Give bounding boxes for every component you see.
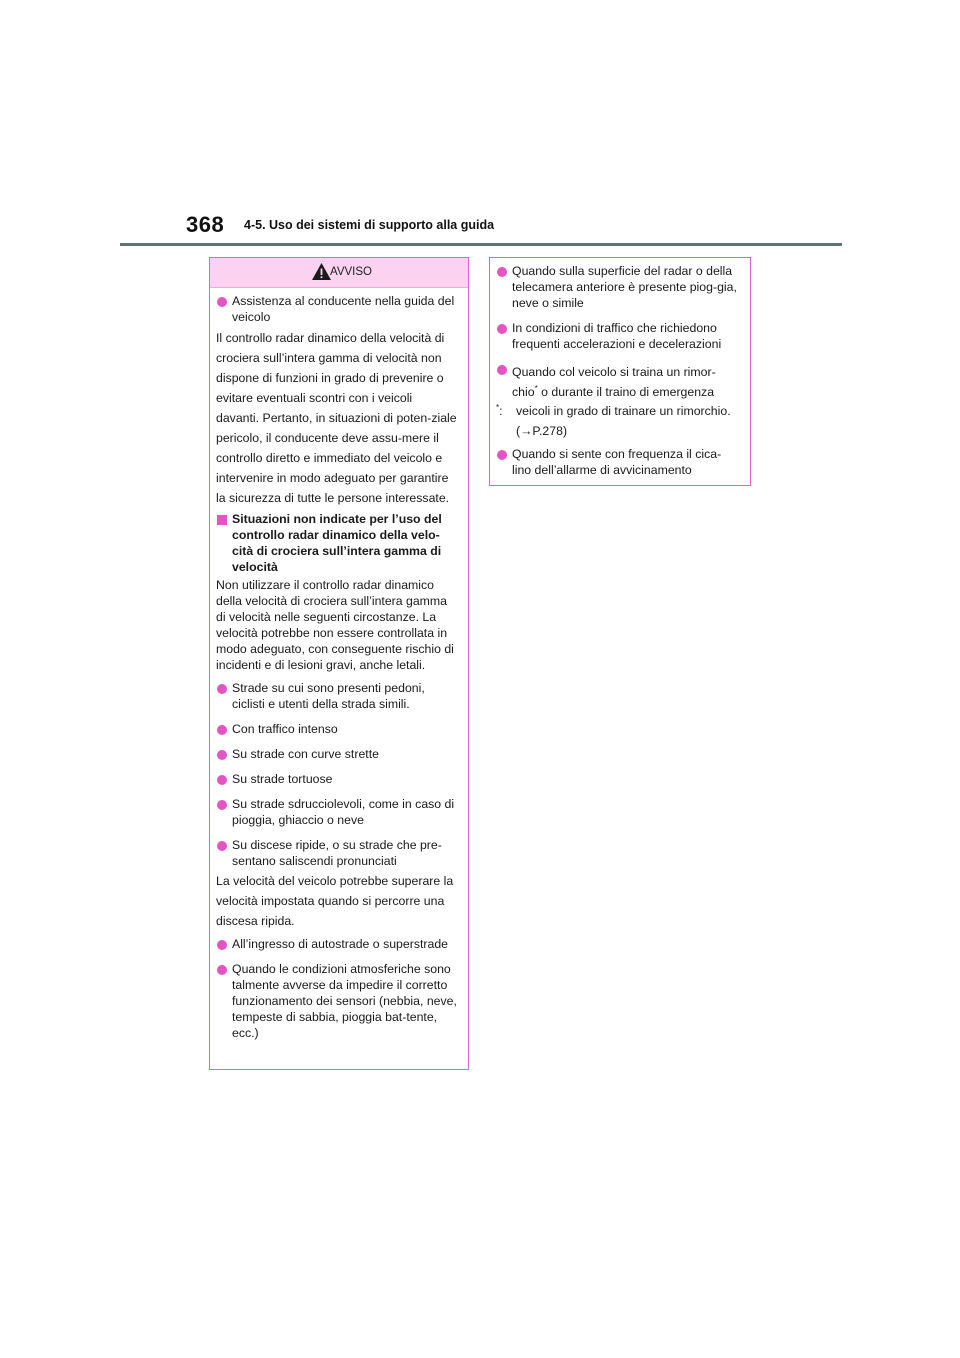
bullet-text-line: o durante il traino di emergenza bbox=[537, 384, 715, 399]
bullet-text: Su strade con curve strette bbox=[232, 746, 379, 761]
warning-content bbox=[210, 288, 468, 1042]
list-item bbox=[216, 937, 457, 953]
bullet-text: Con traffico intenso bbox=[232, 721, 338, 736]
bullet-text: Quando sulla superficie del radar o della telecamera anteriore è presente piog-gia, neve o simile bbox=[512, 264, 737, 310]
footnote-asterisk: * bbox=[534, 383, 538, 393]
bullet-dot-icon bbox=[217, 750, 227, 760]
bullet-dot-icon bbox=[217, 841, 227, 851]
bullet-dot-icon bbox=[217, 965, 227, 975]
bullet-dot-icon bbox=[217, 297, 227, 307]
list-item bbox=[496, 447, 739, 479]
list-item bbox=[216, 962, 457, 1042]
warning-box bbox=[209, 257, 469, 1070]
bullet-text: All’ingresso di autostrade o superstrade bbox=[232, 936, 449, 951]
bullet-text: Quando le condizioni atmosferiche sono talmente avverse da impedire il corretto funzionamento dei sensori (nebbia, neve, tempeste di sabbia, pioggia bat-tente, ecc.) bbox=[232, 961, 457, 1040]
subheading-text: Situazioni non indicate per l’uso del controllo radar dinamico della velo-cità di crociera sull’intera gamma di velocità bbox=[232, 511, 442, 574]
bullet-text: In condizioni di traffico che richiedono frequenti accelerazioni e decelerazioni bbox=[512, 320, 722, 351]
list-item bbox=[216, 772, 457, 788]
list-item bbox=[216, 838, 457, 870]
bullet-dot-icon bbox=[217, 800, 227, 810]
header-rule bbox=[120, 243, 842, 246]
bullet-text bbox=[512, 362, 739, 402]
list-item bbox=[496, 362, 739, 402]
page-reference: (→P.278) bbox=[516, 423, 568, 438]
footnote-marker bbox=[496, 401, 510, 421]
footnote-colon: : bbox=[499, 403, 503, 418]
bullet-text: Assistenza al conducente nella guida del veicolo bbox=[232, 294, 455, 324]
bullet-dot-icon bbox=[217, 940, 227, 950]
subheading bbox=[216, 512, 457, 576]
bullet-dot-icon bbox=[217, 684, 227, 694]
warning-content-continued bbox=[490, 262, 750, 479]
warning-label: AVVISO bbox=[330, 266, 372, 279]
paragraph: La velocità del veicolo potrebbe superare la velocità impostata quando si percorre una discesa ripida. bbox=[216, 873, 454, 928]
list-item bbox=[216, 797, 457, 829]
footnote-text: veicoli in grado di trainare un rimorchio. bbox=[516, 403, 731, 418]
footnote-asterisk: * bbox=[496, 402, 500, 412]
bullet-dot-icon bbox=[217, 725, 227, 735]
warning-triangle-icon bbox=[311, 262, 332, 281]
bullet-text: Su strade sdrucciolevoli, come in caso di pioggia, ghiaccio o neve bbox=[232, 796, 455, 827]
bullet-text: Su discese ripide, o su strade che pre-sentano saliscendi pronunciati bbox=[232, 837, 442, 868]
list-item bbox=[216, 722, 457, 738]
bullet-dot-icon bbox=[497, 365, 507, 375]
paragraph: Il controllo radar dinamico della velocità di crociera sull’intera gamma di velocità non dispone di funzioni in grado di prevenire o evitare eventuali scontri con i veicoli davanti. Pertanto, in situazioni di poten-ziale pericolo, il conducente deve assu-mere il controllo diretto e immediato del veicolo e intervenire in modo adeguato per garantire la sicurezza di tutte le persone interessate. bbox=[216, 330, 457, 505]
bullet-dot-icon bbox=[497, 267, 507, 277]
list-item bbox=[496, 321, 739, 353]
bullet-text: Strade su cui sono presenti pedoni, ciclisti e utenti della strada simili. bbox=[232, 680, 425, 711]
bullet-text: Su strade tortuose bbox=[232, 771, 333, 786]
list-item bbox=[496, 264, 739, 312]
footnote bbox=[496, 401, 739, 421]
bullet-dot-icon bbox=[497, 324, 507, 334]
paragraph: Non utilizzare il controllo radar dinamico della velocità di crociera sull’intera gamma di velocità nelle seguenti circostanze. La velocità potrebbe non essere controllata in modo adeguato, con conseguente rischio di incidenti e di lesioni gravi, anche letali. bbox=[216, 577, 454, 672]
warning-box-header bbox=[210, 258, 468, 288]
bullet-dot-icon bbox=[497, 450, 507, 460]
bullet-text: Quando si sente con frequenza il cica-lino dell’allarme di avvicinamento bbox=[512, 446, 722, 477]
section-title: 4-5. Uso dei sistemi di supporto alla guida bbox=[244, 218, 495, 232]
list-item bbox=[216, 681, 457, 713]
bullet-text-line: Quando col veicolo si traina un rimor- bbox=[512, 364, 716, 379]
page-number: 368 bbox=[186, 212, 225, 237]
list-item bbox=[216, 747, 457, 763]
square-bullet-icon bbox=[217, 515, 227, 525]
bullet-dot-icon bbox=[217, 775, 227, 785]
list-item bbox=[216, 294, 457, 326]
bullet-text-line: chio bbox=[512, 384, 535, 399]
warning-box-continued bbox=[489, 257, 751, 486]
